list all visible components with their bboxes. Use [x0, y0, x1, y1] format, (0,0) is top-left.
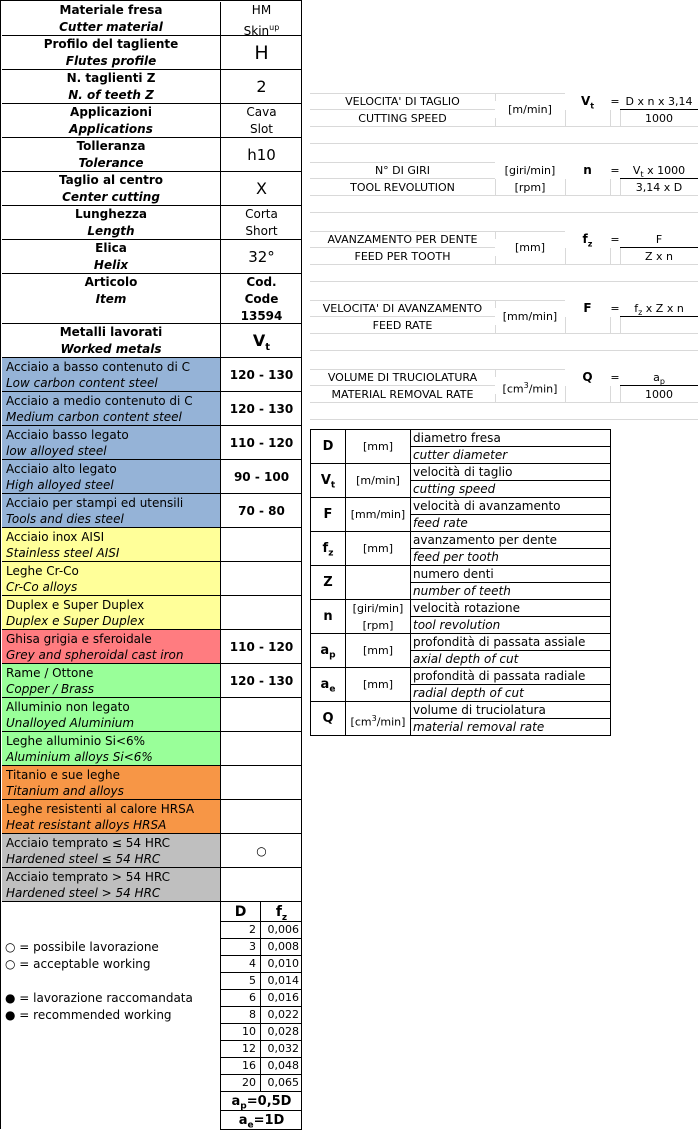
formula-unit: [mm]	[495, 239, 565, 256]
material-row-vt: 110 - 120	[221, 426, 302, 460]
feed-col-fz: $f_z$	[261, 902, 302, 922]
formula-name-en: FEED PER TOOTH	[354, 250, 451, 263]
header-label-3: Applicazioni Applications	[2, 104, 221, 138]
formula-symbol: $f_z$	[565, 231, 610, 248]
material-row-vt: 120 - 130	[221, 358, 302, 392]
formula-name-en: TOOL REVOLUTION	[350, 181, 455, 194]
header-value-7: 32°	[221, 240, 302, 274]
symbol-cell: D	[311, 430, 346, 464]
symbol-description: numero denti number of teeth	[411, 566, 610, 600]
header-value-3: Cava Slot	[221, 104, 302, 138]
symbol-description: velocità di taglio cutting speed	[411, 464, 610, 498]
formula-unit: $[cm^3/\min]$	[495, 377, 565, 394]
formula-symbol: $V_t$	[565, 93, 610, 110]
formula-equals: =	[610, 164, 620, 177]
header-label-8: Articolo Item	[2, 274, 221, 324]
feed-row-d: 4	[220, 956, 261, 973]
symbol-row	[311, 498, 610, 532]
header-label-4: Tolleranza Tolerance	[2, 138, 221, 172]
legend-recommended-it: ● = lavorazione raccomandata	[5, 991, 193, 1005]
header-value-8: Cod. Code	[244, 275, 279, 306]
feed-row-d: 2	[220, 922, 261, 939]
formula-denominator: 1000	[645, 388, 673, 401]
feed-row-fz: 0,006	[261, 922, 302, 939]
formula-denominator: 3,14 x D	[635, 181, 683, 194]
formula-name-it: N° DI GIRI	[374, 164, 431, 177]
formula-symbol: n	[565, 162, 610, 179]
symbol-unit: [mm]	[346, 634, 411, 668]
formula-symbol: F	[565, 300, 610, 317]
formula-numerator: D x n x 3,14	[620, 93, 698, 110]
formulas-panel	[310, 93, 698, 427]
header-value-6: Corta Short	[221, 206, 302, 240]
header-label-5: Taglio al centro Center cutting	[2, 172, 221, 206]
symbol-row	[311, 702, 610, 736]
material-row-label: Acciaio a basso contenuto di C Low carbon content steel	[2, 358, 221, 392]
formula-name-en: CUTTING SPEED	[358, 112, 447, 125]
symbol-row	[311, 532, 610, 566]
legend-rec	[5, 990, 220, 1024]
formula-unit2: [rpm]	[514, 181, 546, 194]
material-row-label: Acciaio per stampi ed utensili Tools and dies steel	[2, 494, 221, 528]
material-row-label: Titanio e sue leghe Titanium and alloys	[2, 766, 221, 800]
symbol-row	[311, 430, 610, 464]
material-row-vt: ○	[221, 834, 302, 868]
feed-row-fz: 0,048	[261, 1058, 302, 1075]
formula-unit: [giri/min]	[495, 162, 565, 179]
formula-equals: =	[610, 371, 620, 384]
material-row-vt	[221, 766, 302, 800]
formula-gridline	[310, 265, 698, 282]
formula-unit: [mm/min]	[495, 308, 565, 325]
header-label-7: Elica Helix	[2, 240, 221, 274]
symbol-cell: Q	[311, 702, 346, 736]
material-row-label: Leghe alluminio Si<6% Aluminium alloys Si<6%	[2, 732, 221, 766]
formula-symbol: Q	[565, 369, 610, 386]
legend	[5, 939, 220, 973]
feed-ae: $a_e=1D$	[220, 1111, 302, 1130]
symbol-unit: [m/min]	[346, 464, 411, 498]
symbol-cell: n	[311, 600, 346, 634]
formula-equals: =	[610, 233, 620, 246]
material-row-vt	[221, 528, 302, 562]
formula-block	[310, 231, 698, 291]
symbol-unit: [mm]	[346, 430, 411, 464]
header-value-5: X	[221, 172, 302, 206]
formula-denominator: Z x n	[644, 250, 673, 263]
feed-row-d: 16	[220, 1058, 261, 1075]
symbol-unit: $[cm^3/\min]$	[346, 702, 411, 736]
material-row-vt	[221, 800, 302, 834]
feed-ap: $a_p=0,5D$	[220, 1092, 302, 1111]
formula-gridline	[310, 127, 698, 144]
feed-row-d: 3	[220, 939, 261, 956]
symbol-description: diametro fresa cutter diameter	[411, 430, 610, 464]
header-value-1: H	[221, 36, 302, 70]
feed-row-d: 5	[220, 973, 261, 990]
formula-block	[310, 300, 698, 360]
symbol-cell: $a_e$	[311, 668, 346, 702]
symbol-row	[311, 464, 610, 498]
material-row-vt	[221, 732, 302, 766]
header-label-2: N. taglienti Z N. of teeth Z	[2, 70, 221, 104]
symbol-cell: $V_t$	[311, 464, 346, 498]
formula-numerator: $V_t$ x 1000	[620, 162, 698, 179]
material-row-label: Duplex e Super Duplex Duplex e Super Duplex	[2, 596, 221, 630]
header-value-0: HM Skin$^{up}$	[221, 2, 302, 36]
material-row-vt: 70 - 80	[221, 494, 302, 528]
formula-numerator: F	[620, 231, 698, 248]
feed-row-fz: 0,032	[261, 1041, 302, 1058]
material-row-vt: 110 - 120	[221, 630, 302, 664]
symbol-unit	[346, 566, 411, 600]
material-row-label: Acciaio inox AISI Stainless steel AISI	[2, 528, 221, 562]
symbol-description: velocità di avanzamento feed rate	[411, 498, 610, 532]
material-row-label: Leghe Cr-Co Cr-Co alloys	[2, 562, 221, 596]
material-row-label: Leghe resistenti al calore HRSA Heat resistant alloys HRSA	[2, 800, 221, 834]
metals-header-vt: $V_t$	[221, 324, 302, 358]
feed-col-d: D	[220, 902, 261, 922]
feed-row-fz: 0,022	[261, 1007, 302, 1024]
symbol-cell: F	[311, 498, 346, 532]
feed-row-d: 12	[220, 1041, 261, 1058]
header-value-4: h10	[221, 138, 302, 172]
material-row-label: Acciaio alto legato High alloyed steel	[2, 460, 221, 494]
material-row-label: Alluminio non legato Unalloyed Aluminium	[2, 698, 221, 732]
header-label-6: Lunghezza Length	[2, 206, 221, 240]
formula-numerator: $f_z$ x Z x n	[620, 300, 698, 317]
symbol-row	[311, 600, 610, 634]
code-value: 13594	[221, 308, 302, 324]
formula-equals: =	[610, 302, 620, 315]
material-row-vt	[221, 698, 302, 732]
symbol-description: profondità di passata assiale axial depth of cut	[411, 634, 610, 668]
symbol-unit: [mm/min]	[346, 498, 411, 532]
materials-list	[2, 358, 302, 902]
legend-possible-en: ○ = acceptable working	[5, 957, 151, 971]
formula-block	[310, 162, 698, 222]
symbol-unit: [giri/min] [rpm]	[346, 600, 411, 634]
metals-header-label: Metalli lavorati Worked metals	[2, 324, 221, 358]
formula-name-it: VELOCITA' DI AVANZAMENTO	[322, 302, 483, 315]
material-row-vt: 120 - 130	[221, 392, 302, 426]
feed-row-d: 20	[220, 1075, 261, 1092]
symbol-unit: [mm]	[346, 532, 411, 566]
header-label-0: Materiale fresa Cutter material	[2, 2, 221, 36]
header-label-1: Profilo del tagliente Flutes profile	[2, 36, 221, 70]
symbol-cell: $a_p$	[311, 634, 346, 668]
formula-numerator: $a_p$	[620, 369, 698, 386]
material-row-vt	[221, 562, 302, 596]
formula-block	[310, 93, 698, 153]
material-row-vt	[221, 596, 302, 630]
material-row-vt: 90 - 100	[221, 460, 302, 494]
formula-unit: [m/min]	[495, 101, 565, 118]
legend-possible-it: ○ = possibile lavorazione	[5, 940, 159, 954]
formula-gridline	[310, 403, 698, 420]
formula-name-en: MATERIAL REMOVAL RATE	[331, 388, 474, 401]
feed-row-fz: 0,010	[261, 956, 302, 973]
feed-row-d: 6	[220, 990, 261, 1007]
feed-row-fz: 0,065	[261, 1075, 302, 1092]
header-value-2: 2	[221, 70, 302, 104]
material-row-label: Acciaio temprato ≤ 54 HRC Hardened steel ≤ 54 HRC	[2, 834, 221, 868]
symbol-row	[311, 668, 610, 702]
formula-equals: =	[610, 95, 620, 108]
formula-gridline	[310, 196, 698, 213]
formula-gridline	[310, 334, 698, 351]
feed-row-fz: 0,016	[261, 990, 302, 1007]
symbol-description: volume di truciolatura material removal rate	[411, 702, 610, 736]
symbol-unit: [mm]	[346, 668, 411, 702]
symbol-cell: $f_z$	[311, 532, 346, 566]
formula-denominator: 1000	[645, 112, 673, 125]
formula-name-it: VOLUME DI TRUCIOLATURA	[327, 371, 478, 384]
material-row-label: Ghisa grigia e sferoidale Grey and spheroidal cast iron	[2, 630, 221, 664]
feed-row-d: 10	[220, 1024, 261, 1041]
legend-recommended-en: ● = recommended working	[5, 1008, 172, 1022]
symbol-cell: Z	[311, 566, 346, 600]
material-row-vt	[221, 868, 302, 902]
symbol-row	[311, 634, 610, 668]
symbol-description: avanzamento per dente feed per tooth	[411, 532, 610, 566]
left-table	[0, 0, 302, 1129]
feed-row-fz: 0,028	[261, 1024, 302, 1041]
formula-block	[310, 369, 698, 429]
symbols-table	[310, 429, 611, 736]
symbol-row	[311, 566, 610, 600]
material-row-label: Acciaio temprato > 54 HRC Hardened steel > 54 HRC	[2, 868, 221, 902]
symbol-description: velocità rotazione tool revolution	[411, 600, 610, 634]
feed-table	[220, 902, 302, 1130]
feed-row-fz: 0,014	[261, 973, 302, 990]
feed-row-d: 8	[220, 1007, 261, 1024]
formula-ap-sub: p	[659, 377, 665, 387]
material-row-label: Rame / Ottone Copper / Brass	[2, 664, 221, 698]
material-row-vt: 120 - 130	[221, 664, 302, 698]
material-row-label: Acciaio basso legato low alloyed steel	[2, 426, 221, 460]
formula-name-en: FEED RATE	[372, 319, 433, 332]
formula-name-it: AVANZAMENTO PER DENTE	[327, 233, 478, 246]
symbol-description: profondità di passata radiale radial depth of cut	[411, 668, 610, 702]
feed-row-fz: 0,008	[261, 939, 302, 956]
material-row-label: Acciaio a medio contenuto di C Medium carbon content steel	[2, 392, 221, 426]
formula-name-it: VELOCITA' DI TAGLIO	[345, 95, 460, 108]
